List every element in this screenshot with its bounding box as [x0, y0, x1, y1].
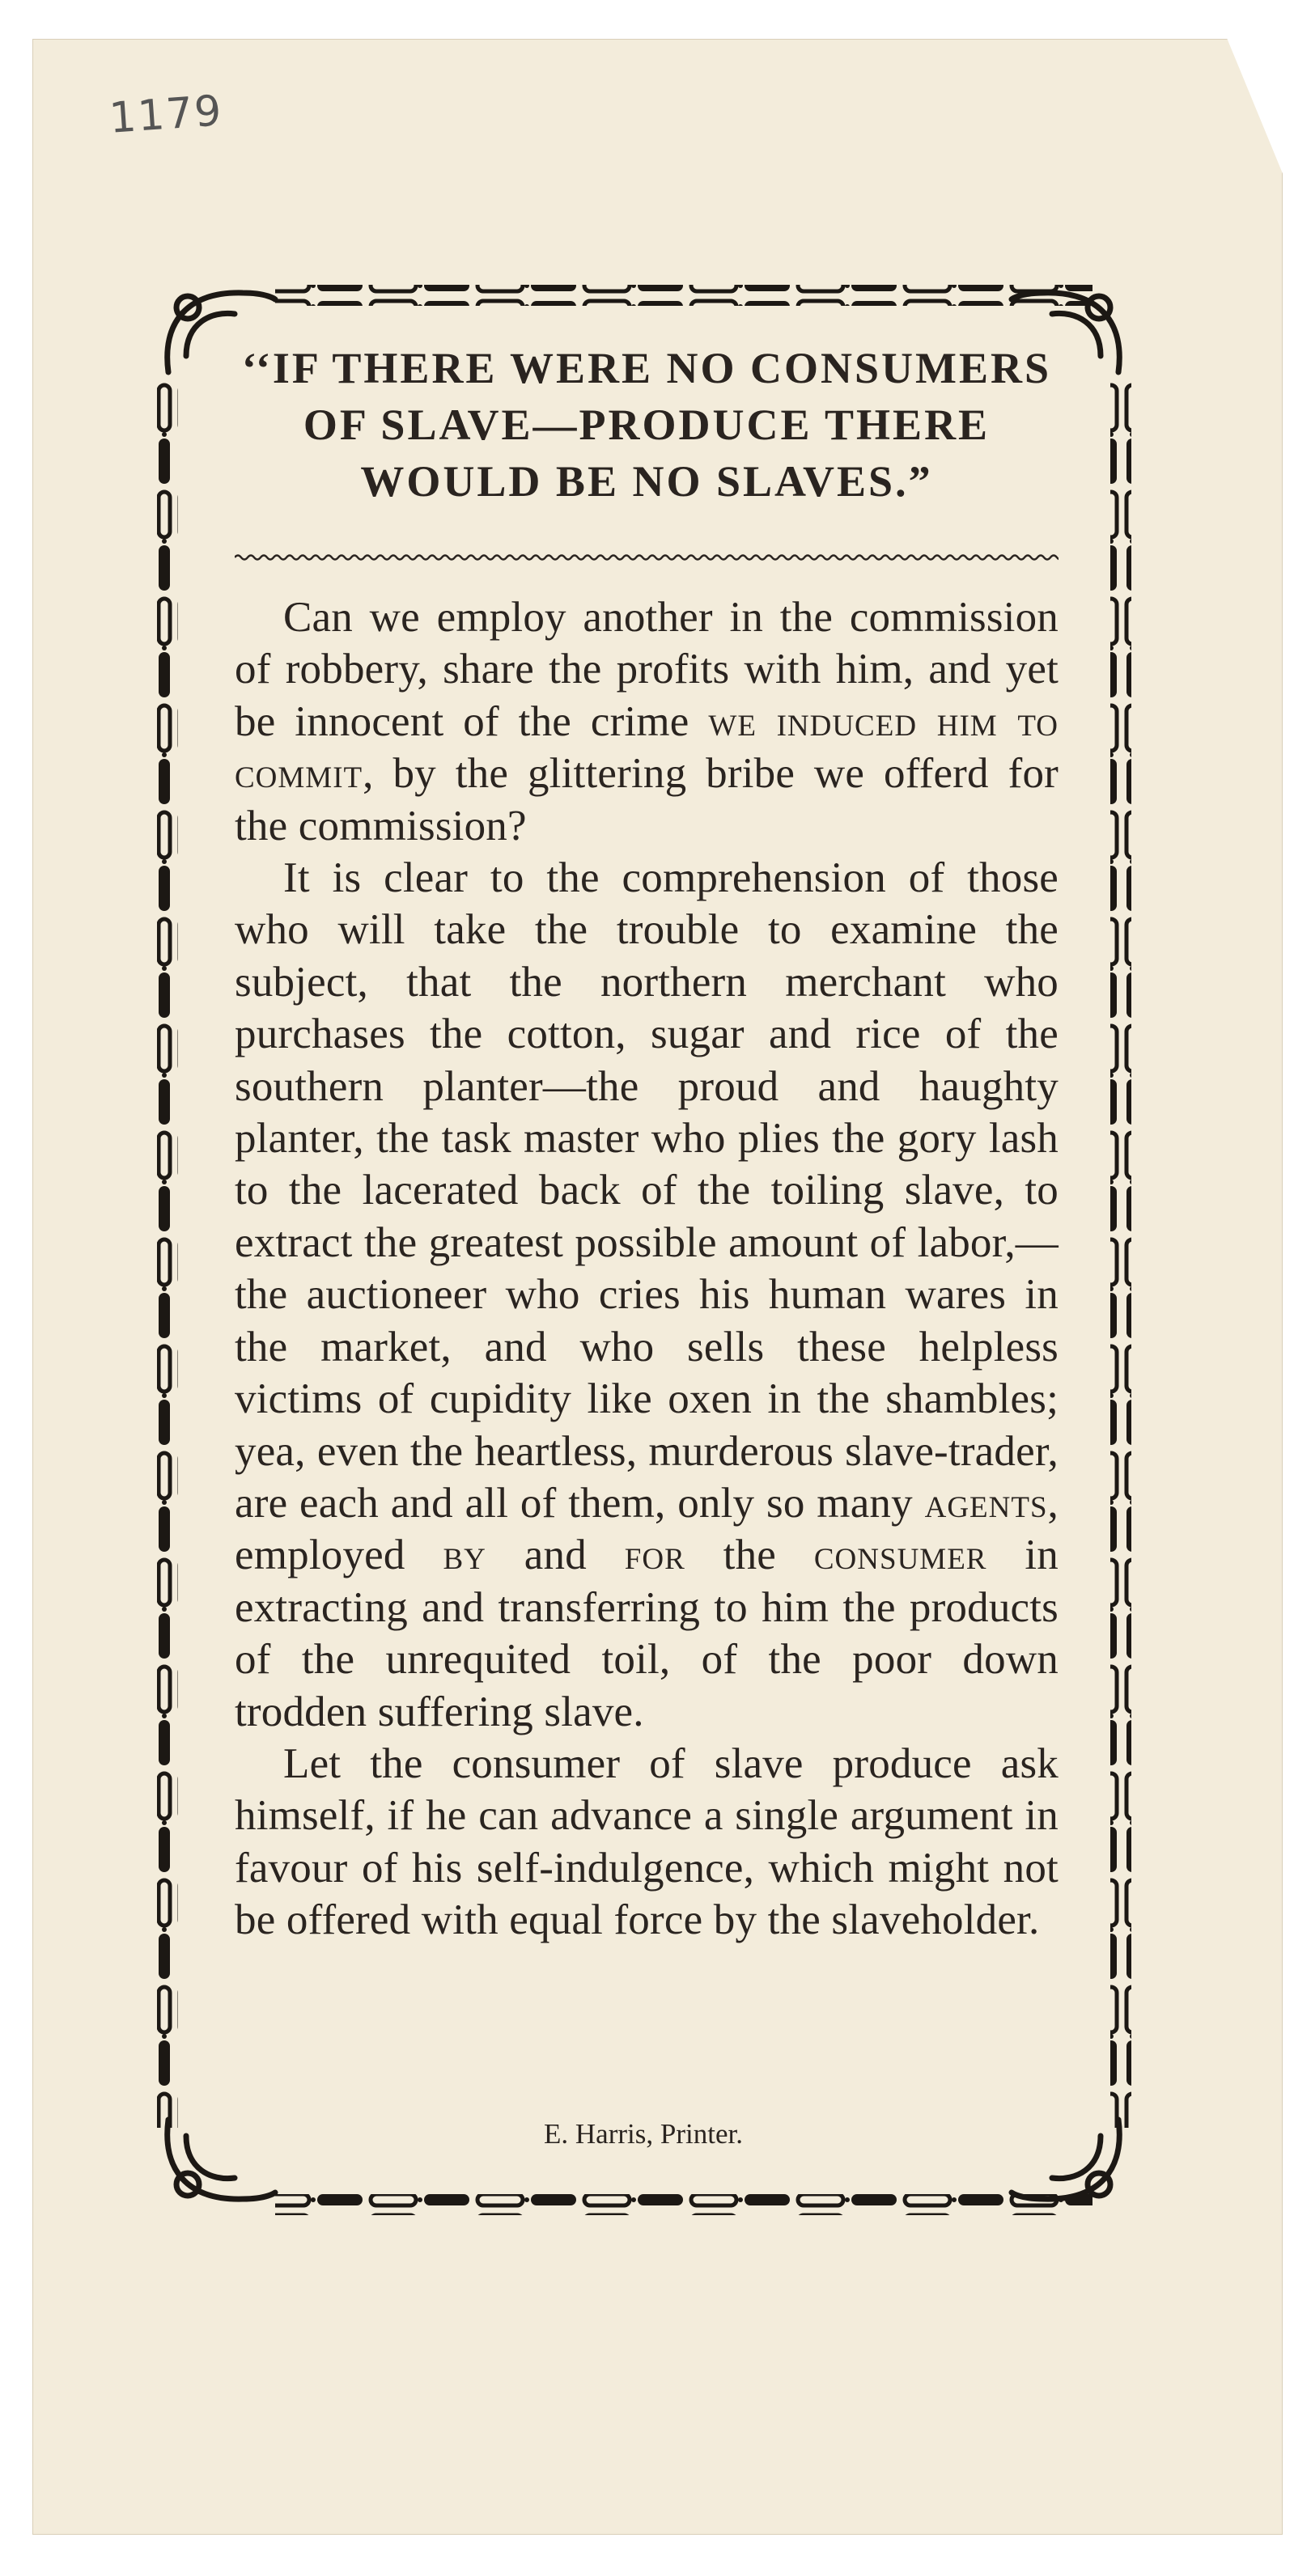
body-paragraph: [235, 852, 1059, 1738]
title-line: ‘‘IF THERE WERE NO CONSUMERS: [241, 344, 1052, 392]
right-border-chain: [1110, 380, 1131, 2128]
printer-imprint: E. Harris, Printer.: [544, 2118, 743, 2150]
small-caps-text: we induced him to commit: [235, 697, 1059, 798]
left-border-chain: [157, 380, 178, 2128]
paragraph-text: Can we employ another in the commission of robbery, share the profits with him, and yet be innocent of the crime: [235, 594, 1059, 745]
small-caps-text: consumer: [813, 1532, 987, 1579]
paragraph-text: , employed: [235, 1479, 1059, 1579]
body-paragraph: [235, 591, 1059, 852]
paragraph-text: It is clear to the comprehension of those who will take the trouble to examine the subject, that the northern merchant who purchases the cotton, sugar and rice of the southern planter—the proud and haughty planter, the task master who plies the gory lash to the lacerated back of the toiling slave, to extract the greatest possible amount of labor,—the auctioneer who cries his human wares in the market, and who sells these helpless victims of cupidity like oxen in the shambles; yea, even the heartless, murderous slave-trader, are each and all of them, only so many: [235, 854, 1059, 1527]
bottom-border-chain: [275, 2194, 1092, 2215]
body-text: [235, 591, 1059, 1947]
tract-content: [235, 340, 1059, 1947]
top-border-chain: [275, 285, 1092, 306]
paragraph-text: Let the consumer of slave produce ask himself, if he can advance a single argument in favour of his self-indulgence, which might not be offered with equal force by the slaveholder.: [235, 1739, 1059, 1944]
paragraph-text: and: [486, 1532, 625, 1579]
catalog-number: 1179: [108, 87, 225, 143]
title-line: OF SLAVE—PRODUCE THERE: [303, 400, 991, 449]
body-paragraph: [235, 1738, 1059, 1947]
paragraph-text: , by the glittering bribe we offerd for the commission?: [235, 750, 1059, 849]
paragraph-text: in extracting and transferring to him the products of the unrequited toil, of the poor down trodden suffering slave.: [235, 1532, 1059, 1735]
wavy-rule: [235, 552, 1059, 563]
paragraph-text: the: [685, 1532, 814, 1579]
title-line: WOULD BE NO SLAVES.”: [360, 457, 933, 506]
tract-title: [235, 340, 1059, 510]
small-caps-text: agents: [924, 1479, 1048, 1527]
small-caps-text: by: [443, 1532, 486, 1579]
small-caps-text: for: [624, 1532, 685, 1579]
